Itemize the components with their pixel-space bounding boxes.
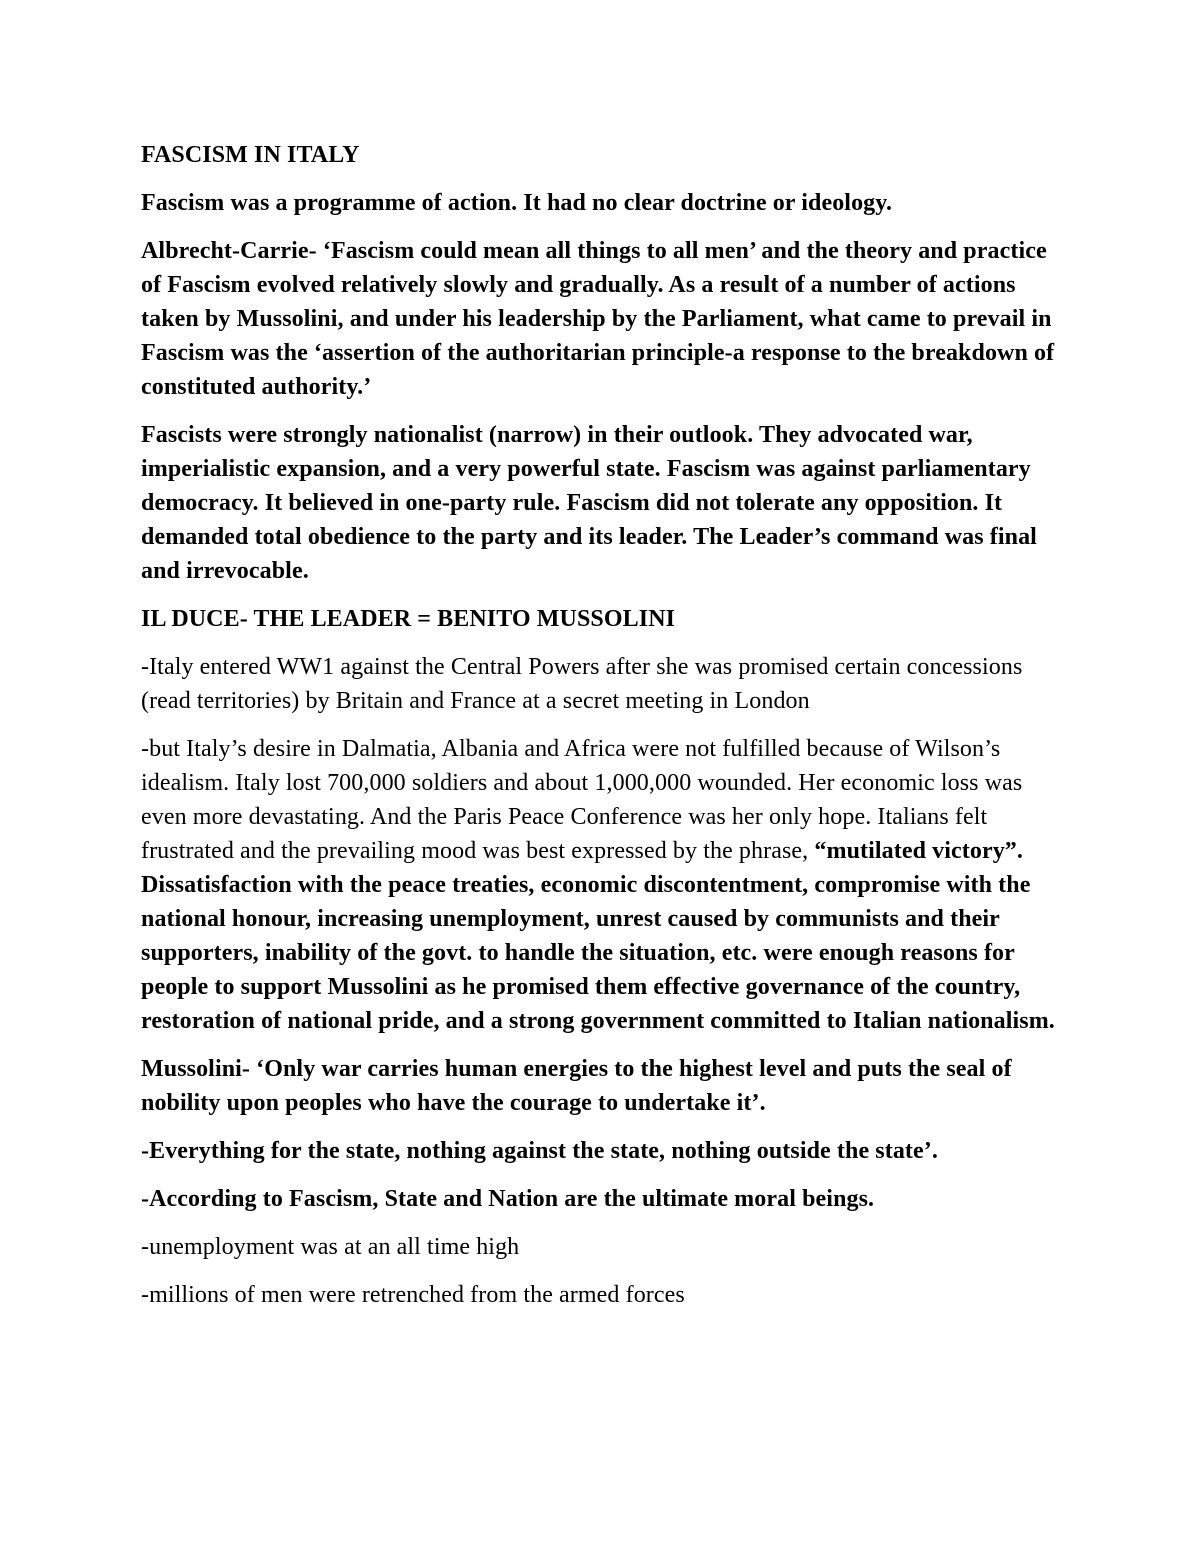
everything-for-state-line: -Everything for the state, nothing against the state, nothing outside the state’. <box>141 1138 938 1164</box>
albrecht-carrie-paragraph: Albrecht-Carrie- ‘Fascism could mean all things to all men’ and the theory and practice of Fascism evolved relatively slowly and gradually. As a result of a number of actions taken by Mussolini, and under his leadership by the Parliament, what came to prevail in Fascism was the ‘assertion of the authoritarian principle-a response to the breakdown of constituted authority.’ <box>141 238 1055 400</box>
italy-desire-bold-text: “mutilated victory”. Dissatisfaction with the peace treaties, economic discontentment, compromise with the national honour, increasing unemployment, unrest caused by communists and their supporters, inability of the govt. to handle the situation, etc. were enough reasons for people to support Mussolini as he promised them effective governance of the country, restoration of national pride, and a strong government committed to Italian nationalism. <box>141 838 1055 1034</box>
intro-paragraph: Fascism was a programme of action. It had no clear doctrine or ideology. <box>141 190 893 216</box>
according-to-fascism-line: -According to Fascism, State and Nation are the ultimate moral beings. <box>141 1186 875 1212</box>
mussolini-quote-paragraph: Mussolini- ‘Only war carries human energies to the highest level and puts the seal of nobility upon peoples who have the courage to undertake it’. <box>141 1056 1012 1116</box>
italy-desire-paragraph <box>141 732 1066 1038</box>
italy-desire-plain-text: -but Italy’s desire in Dalmatia, Albania and Africa were not fulfilled because of Wilson’s idealism. Italy lost 700,000 soldiers and about 1,000,000 wounded. Her economic loss was even more devastating. And the Paris Peace Conference was her only hope. Italians felt frustrated and the prevailing mood was best expressed by the phrase, <box>141 736 1023 864</box>
millions-retrenched-line: -millions of men were retrenched from the armed forces <box>141 1282 685 1308</box>
leader-heading: IL DUCE- THE LEADER = BENITO MUSSOLINI <box>141 606 676 632</box>
ww1-paragraph: -Italy entered WW1 against the Central Powers after she was promised certain concessions (read territories) by Britain and France at a secret meeting in London <box>141 654 1023 714</box>
document-page <box>141 138 1066 1326</box>
fascists-paragraph: Fascists were strongly nationalist (narrow) in their outlook. They advocated war, imperialistic expansion, and a very powerful state. Fascism was against parliamentary democracy. It believed in one-party rule. Fascism did not tolerate any opposition. It demanded total obedience to the party and its leader. The Leader’s command was final and irrevocable. <box>141 422 1037 584</box>
document-title: FASCISM IN ITALY <box>141 142 360 168</box>
unemployment-line: -unemployment was at an all time high <box>141 1234 520 1260</box>
